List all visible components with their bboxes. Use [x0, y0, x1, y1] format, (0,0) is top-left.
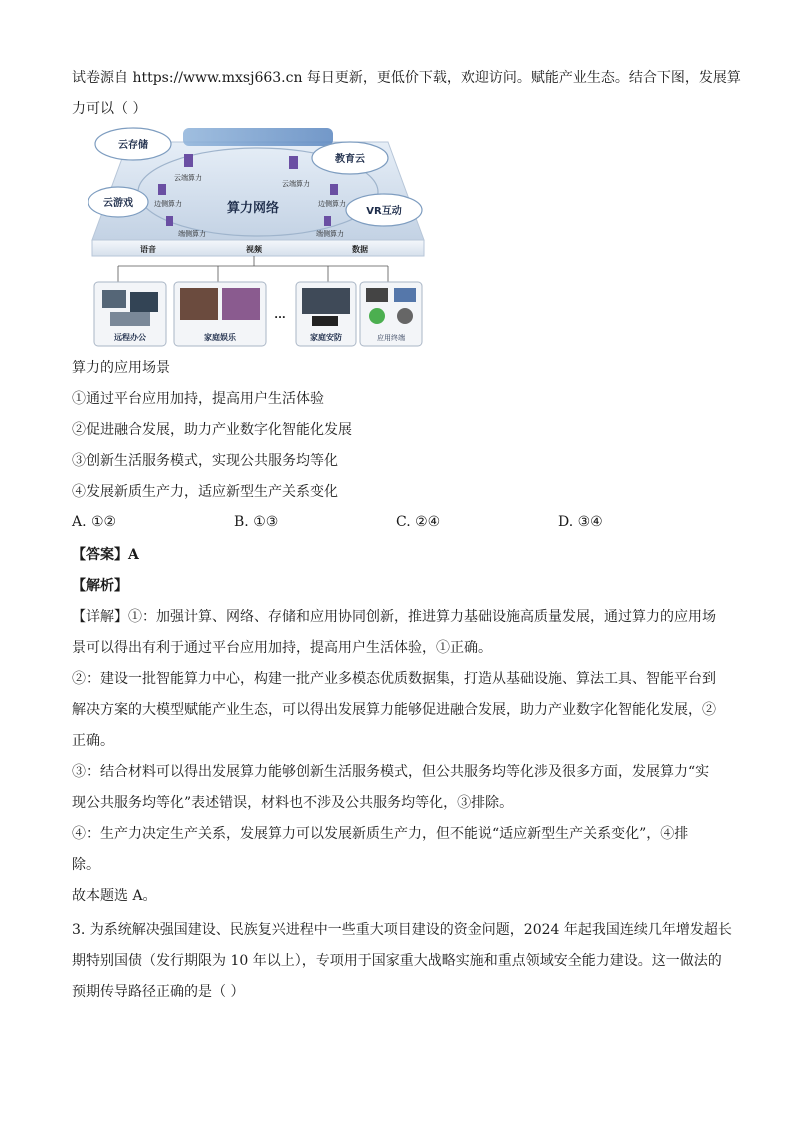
analysis-line: ③：结合材料可以得出发展算力能够创新生活服务模式，但公共服务均等化涉及很多方面，发展算力“实: [72, 764, 710, 780]
svg-text:远程办公: 远程办公: [114, 333, 146, 342]
svg-text:应用终端: 应用终端: [377, 334, 405, 342]
cloud-gaming: [88, 187, 148, 217]
analysis-line: 解决方案的大模型赋能产业生态，可以得出发展算力能够促进融合发展，助力产业数字化智能化发展，②: [72, 702, 716, 718]
svg-text:云游戏: 云游戏: [103, 198, 133, 209]
computing-network-figure: [88, 122, 428, 350]
scenario-home-security: [296, 282, 356, 346]
analysis-line: ②：建设一批智能算力中心，构建一批产业多模态优质数据集，打造从基础设施、算法工具、智能平台到: [72, 671, 716, 687]
band-label-data: 数据: [352, 245, 368, 254]
answer-options: [72, 514, 632, 534]
analysis-line: 【详解】①：加强计算、网络、存储和应用协同创新，推进算力基础设施高质量发展，通过算力的应用场: [72, 609, 716, 625]
node-label-edge-right: 边侧算力: [318, 200, 346, 208]
analysis-line: 除。: [72, 857, 100, 873]
question-intro-line2: 力可以（ ）: [72, 101, 147, 117]
center-label: 算力网络: [226, 201, 280, 216]
node-label-end-left: 端侧算力: [178, 230, 206, 238]
analysis-line: ④：生产力决定生产关系，发展算力可以发展新质生产力，但不能说“适应新型生产关系变化”，④排: [72, 826, 689, 842]
analysis-line: 景可以得出有利于通过平台应用加持，提高用户生活体验，①正确。: [72, 640, 492, 656]
analysis-line: 故本题选 A。: [72, 888, 157, 904]
scenario-ellipsis: ...: [274, 310, 286, 321]
analysis-line: 正确。: [72, 733, 114, 749]
analysis-line: 现公共服务均等化”表述错误，材料也不涉及公共服务均等化，③排除。: [72, 795, 514, 811]
band-label-voice: 语音: [140, 245, 156, 254]
statement-2: ②促进融合发展，助力产业数字化智能化发展: [72, 422, 352, 438]
svg-text:家庭娱乐: 家庭娱乐: [204, 333, 236, 342]
band-label-video: 视频: [246, 245, 262, 254]
option-b[interactable]: B. ①③: [234, 514, 279, 530]
question-intro-line1: 试卷源自 https://www.mxsj663.cn 每日更新，更低价下载，欢迎访问。赋能产业生态。结合下图，发展算: [72, 70, 741, 86]
server-rack-shape: [183, 128, 333, 146]
node-label-cloud-left: 云端算力: [174, 174, 202, 182]
option-d[interactable]: D. ③④: [558, 514, 603, 530]
cloud-storage: [95, 128, 171, 160]
scenario-home-entertainment: [174, 282, 266, 346]
next-question-line: 3. 为系统解决强国建设、民族复兴进程中一些重大项目建设的资金问题，2024 年起我国连续几年增发超长: [72, 922, 732, 938]
statement-3: ③创新生活服务模式，实现公共服务均等化: [72, 453, 338, 469]
node-label-cloud-right: 云端算力: [282, 180, 310, 188]
node-label-edge-left: 边侧算力: [154, 200, 182, 208]
analysis-heading: 【解析】: [72, 578, 128, 594]
figure-caption: 算力的应用场景: [72, 360, 170, 376]
cloud-education: [312, 142, 388, 174]
node-label-end-right: 端侧算力: [316, 230, 344, 238]
scenario-remote-office: [94, 282, 166, 346]
svg-text:云存储: 云存储: [118, 140, 148, 151]
option-c[interactable]: C. ②④: [396, 514, 441, 530]
next-question-line: 预期传导路径正确的是（ ）: [72, 984, 245, 1000]
svg-text:教育云: 教育云: [335, 154, 365, 165]
next-question-line: 期特别国债（发行期限为 10 年以上），专项用于国家重大战略实施和重点领域安全能力建设。这一做法的: [72, 953, 722, 969]
svg-text:VR互动: VR互动: [366, 206, 402, 217]
connector-lines: [118, 256, 388, 282]
cloud-vr: [346, 194, 422, 226]
option-a[interactable]: A. ①②: [72, 514, 117, 530]
statement-4: ④发展新质生产力，适应新型生产关系变化: [72, 484, 338, 500]
scenario-app-terminal: [360, 282, 422, 346]
statement-1: ①通过平台应用加持，提高用户生活体验: [72, 391, 324, 407]
svg-text:家庭安防: 家庭安防: [310, 333, 342, 342]
answer-line: 【答案】A: [72, 547, 139, 563]
